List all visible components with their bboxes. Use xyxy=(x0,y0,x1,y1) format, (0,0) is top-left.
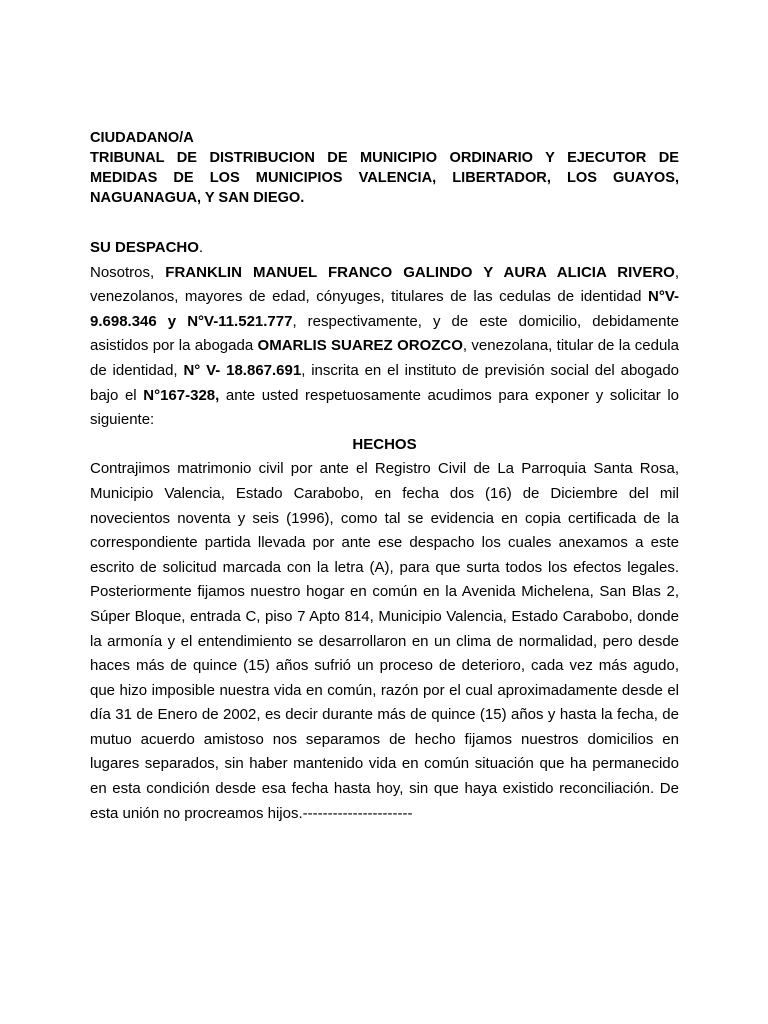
intro-paragraph xyxy=(90,261,679,433)
su-despacho-line xyxy=(90,236,679,261)
attorney-id: N° V- 18.867.691 xyxy=(183,361,302,379)
court-name: TRIBUNAL DE DISTRIBUCION DE MUNICIPIO ORDINARIO Y EJECUTOR DE MEDIDAS DE LOS MUNICIPIOS VALENCIA, LIBERTADOR, LOS GUAYOS, NAGUANAGUA, Y SAN DIEGO. xyxy=(90,150,679,206)
attorney-name: OMARLIS SUAREZ OROZCO xyxy=(257,337,463,355)
petitioners-ids: N°V-9.698.346 y N°V-11.521.777 xyxy=(90,288,679,330)
intro-text-2: , venezolanos, mayores de edad, cónyuges, titulares de las cedulas de identidad xyxy=(90,263,679,306)
document-page xyxy=(90,128,679,826)
hechos-heading: HECHOS xyxy=(352,435,417,453)
intro-text-3: , respectivamente, y de este domicilio, debidamente asistidos por la abogada xyxy=(90,312,679,355)
su-despacho-label: SU DESPACHO xyxy=(90,239,199,256)
attorney-registration: N°167-328, xyxy=(143,386,220,404)
hechos-paragraph: Contrajimos matrimonio civil por ante el Registro Civil de La Parroquia Santa Rosa, Municipio Valencia, Estado Carabobo, en fecha dos (16) de Diciembre del mil novecientos noventa y seis (1996), como tal se evidencia en copia certificada de la correspondiente partida llevada por ante ese despacho los cuales anexamos a este escrito de solicitud marcada con la letra (A), para que surta todos los efectos legales. Posteriormente fijamos nuestro hogar en común en la Avenida Michelena, San Blas 2, Súper Bloque, entrada C, piso 7 Apto 814, Municipio Valencia, Estado Carabobo, donde la armonía y el entendimiento se desarrollaron en un clima de normalidad, pero desde haces más de quince (15) años sufrió un proceso de deterioro, cada vez más agudo, que hizo imposible nuestra vida en común, razón por el cual aproximadamente desde el día 31 de Enero de 2002, es decir durante más de quince (15) años y hasta la fecha, de mutuo acuerdo amistoso nos separamos de hecho fijamos nuestros domicilios en lugares separados, sin haber mantenido vida en común situación que ha permanecido en esta condición desde esa fecha hasta hoy, sin que haya existido reconciliación. De esta unión no procreamos hijos.---------------------- xyxy=(90,460,679,822)
petitioners-names: FRANKLIN MANUEL FRANCO GALINDO Y AURA ALICIA RIVERO xyxy=(165,263,675,281)
addressee-block xyxy=(90,128,679,208)
intro-text-4: , venezolana, titular de la cedula de identidad, xyxy=(90,337,679,379)
su-despacho-punct: . xyxy=(198,239,204,256)
intro-text-1: Nosotros, xyxy=(90,263,166,281)
intro-text-5: , inscrita en el instituto de previsión social del abogado bajo el xyxy=(90,361,679,404)
addressee-title: CIUDADANO/A xyxy=(90,130,194,146)
intro-text-6: ante usted respetuosamente acudimos para exponer y solicitar lo siguiente: xyxy=(90,386,679,429)
